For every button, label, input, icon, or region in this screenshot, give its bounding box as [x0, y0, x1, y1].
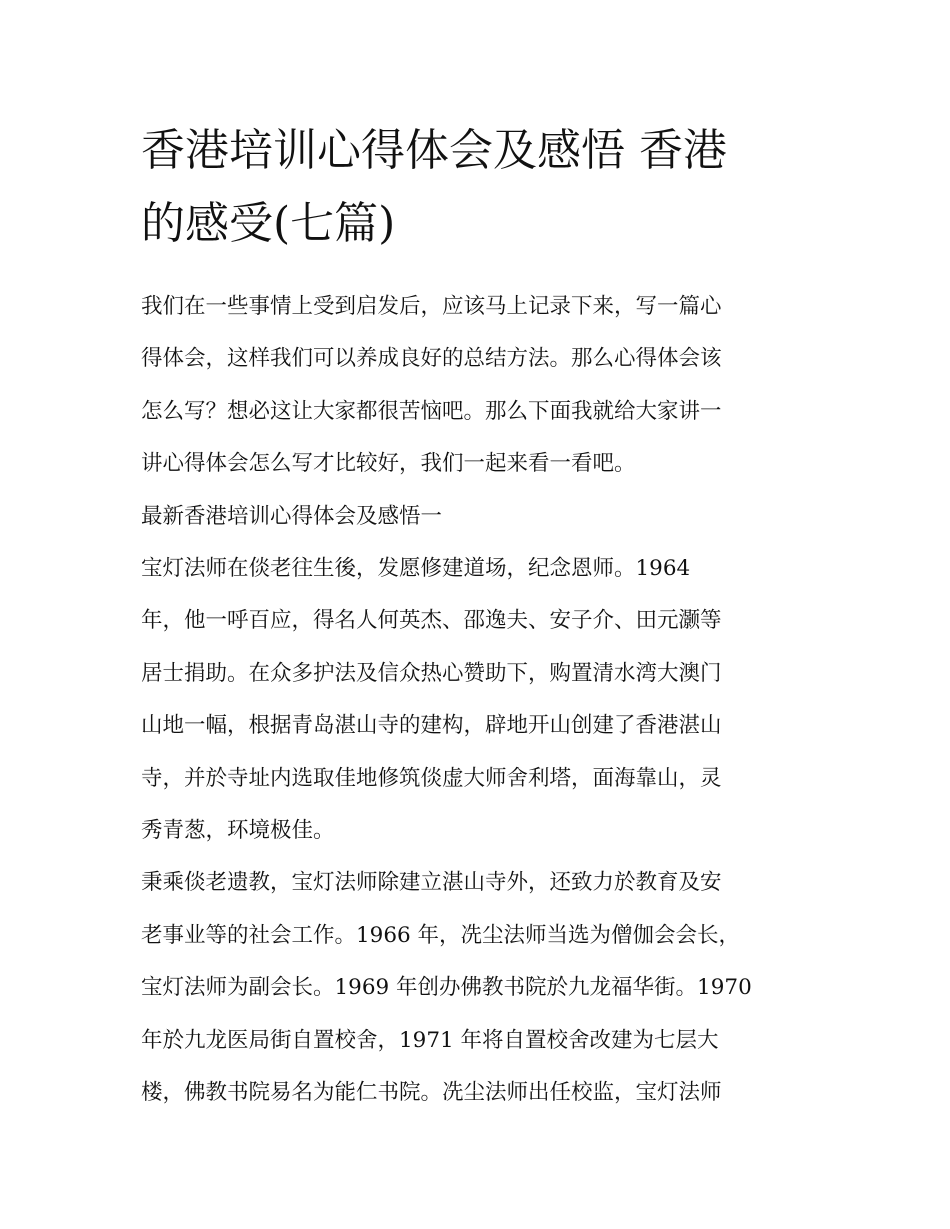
text-line: 年於九龙医局街自置校舍，1971 年将自置校舍改建为七层大	[141, 1027, 719, 1053]
text-line: 怎么写？想必这让大家都很苦恼吧。那么下面我就给大家讲一	[141, 398, 722, 424]
text-line: 年，他一呼百应，得名人何英杰、邵逸夫、安子介、田元灏等	[141, 608, 722, 634]
text-line: 楼，佛教书院易名为能仁书院。冼尘法师出任校监，宝灯法师	[141, 1080, 722, 1106]
body-paragraph	[141, 857, 811, 1119]
section-heading	[141, 491, 811, 543]
text-line: 得体会，这样我们可以养成良好的总结方法。那么心得体会该	[141, 346, 722, 372]
text-line: 居士捐助。在众多护法及信众热心赞助下，购置清水湾大澳门	[141, 660, 722, 686]
text-line: 秀青葱，环境极佳。	[141, 818, 335, 844]
text-line: 秉乘倓老遗教，宝灯法师除建立湛山寺外，还致力於教育及安	[141, 870, 722, 896]
text-line: 老事业等的社会工作。1966 年，冼尘法师当选为僧伽会会长，	[141, 922, 741, 948]
title-line: 的感受(七篇)	[141, 198, 396, 249]
text-line: 最新香港培训心得体会及感悟一	[141, 503, 443, 529]
text-line: 寺，并於寺址内选取佳地修筑倓虚大师舍利塔，面海靠山，灵	[141, 765, 722, 791]
text-line: 我们在一些事情上受到启发后，应该马上记录下来，写一篇心	[141, 294, 722, 319]
document-title	[141, 114, 811, 260]
text-line: 宝灯法师为副会长。1969 年创办佛教书院於九龙福华街。1970	[141, 975, 752, 1001]
text-line: 山地一幅，根据青岛湛山寺的建构，辟地开山创建了香港湛山	[141, 713, 722, 739]
text-line: 讲心得体会怎么写才比较好，我们一起来看一看吧。	[141, 451, 636, 477]
intro-paragraph	[141, 281, 811, 491]
body-paragraph	[141, 543, 811, 857]
text-line: 宝灯法师在倓老往生後，发愿修建道场，纪念恩师。1964	[141, 556, 691, 582]
document-content	[141, 114, 811, 1120]
title-line: 香港培训心得体会及感悟 香港	[141, 125, 727, 176]
